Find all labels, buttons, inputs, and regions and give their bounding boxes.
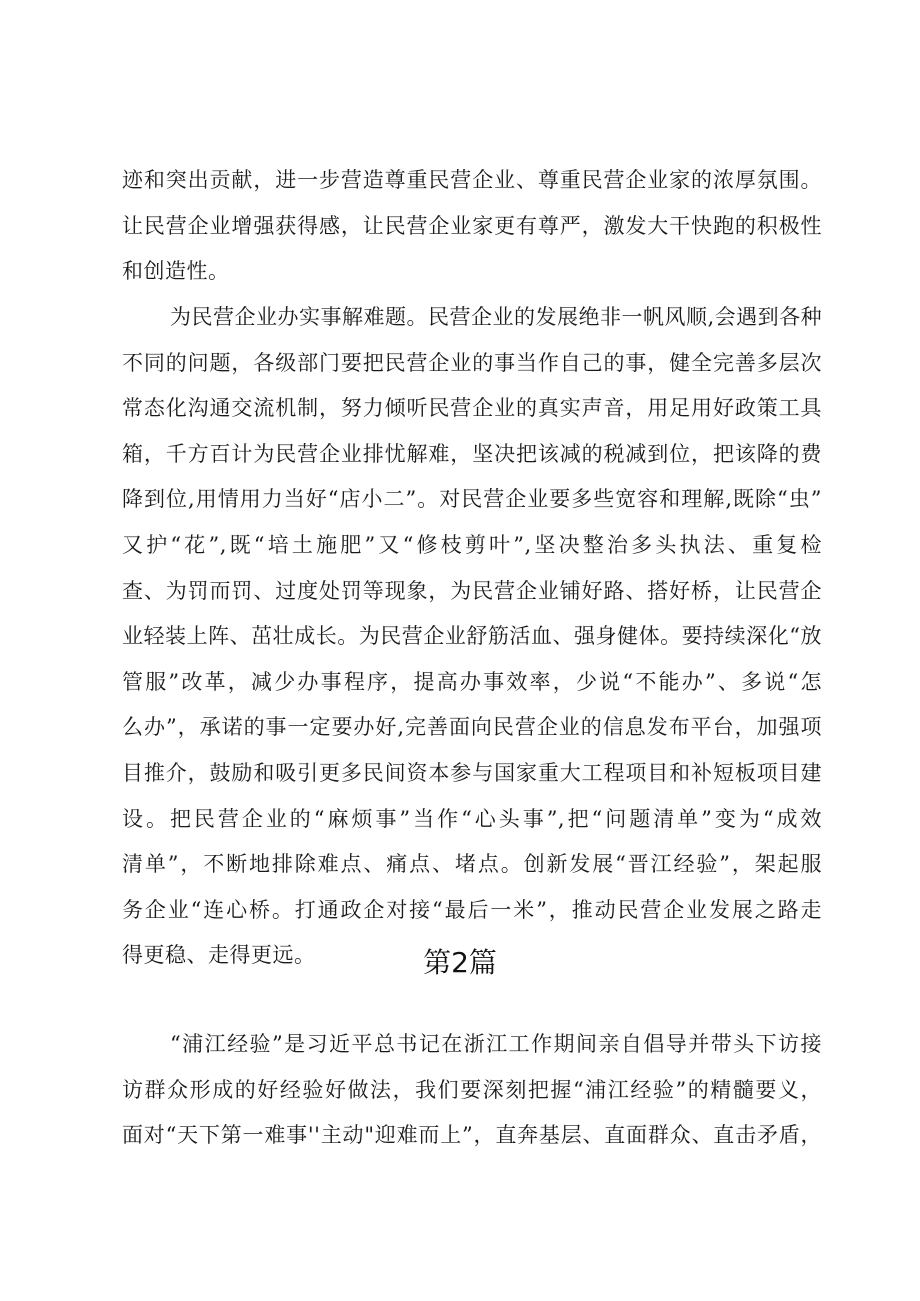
- text-line: 迹和突出贡献，进一步营造尊重民营企业、尊重民营企业家的浓厚氛围。: [122, 168, 822, 192]
- text-line: 业轻装上阵、茁壮成长。为民营企业舒筋活血、强身健体。要持续深化“放: [122, 624, 822, 649]
- paragraph-1: [122, 158, 822, 295]
- text-line: “浦江经验”是习近平总书记在浙江工作期间亲自倡导并带头下访接: [170, 1032, 822, 1056]
- text-line: 设。把民营企业的“麻烦事”当作“心头事”,把“问题清单”变为“成效: [122, 806, 822, 831]
- text-line: 为民营企业办实事解难题。民营企业的发展绝非一帆风顺,会遇到各种: [170, 305, 823, 329]
- text-line: 箱，千方百计为民营企业排忧解难，坚决把该减的税减到位，把该降的费: [122, 441, 822, 466]
- text-line: 和创造性。: [122, 259, 230, 284]
- paragraph-2: [122, 295, 822, 979]
- text-line: 清单”，不断地排除难点、痛点、堵点。创新发展“晋江经验”，架起服: [122, 852, 822, 877]
- text-line: 查、为罚而罚、过度处罚等现象，为民营企业铺好路、搭好桥，让民营企: [122, 578, 822, 603]
- text-line: 目推介，鼓励和吸引更多民间资本参与国家重大工程项目和补短板项目建: [122, 760, 822, 785]
- text-line: 访群众形成的好经验好做法，我们要深刻把握“浦江经验”的精髓要义，: [122, 1077, 822, 1102]
- text-line: 又护“花”,既“培土施肥”又“修枝剪叶”,坚决整治多头执法、重复检: [122, 532, 822, 557]
- text-line: 常态化沟通交流机制，努力倾听民营企业的真实声音，用足用好政策工具: [122, 396, 822, 421]
- text-line: 面对“天下第一难事''主动"迎难而上”，直奔基层、直面群众、直击矛盾，: [122, 1123, 822, 1148]
- paragraph-3: [122, 1022, 822, 1159]
- text-line: 务企业“连心桥。打通政企对接“最后一米”，推动民营企业发展之路走: [122, 897, 822, 922]
- text-line: 让民营企业增强获得感，让民营企业家更有尊严，激发大干快跑的积极性: [122, 213, 822, 238]
- text-line: 不同的问题，各级部门要把民营企业的事当作自己的事，健全完善多层次: [122, 350, 822, 375]
- text-line: 降到位,用情用力当好“店小二”。对民营企业要多些宽容和理解,既除“虫”: [122, 487, 822, 512]
- text-line: 得更稳、走得更远。: [122, 943, 316, 968]
- text-line: 么办”，承诺的事一定要办好,完善面向民营企业的信息发布平台，加强项: [122, 715, 822, 740]
- text-line: 管服”改革，减少办事程序，提高办事效率，少说“不能办”、多说“怎: [122, 669, 822, 694]
- section-heading: 第2篇: [423, 946, 497, 979]
